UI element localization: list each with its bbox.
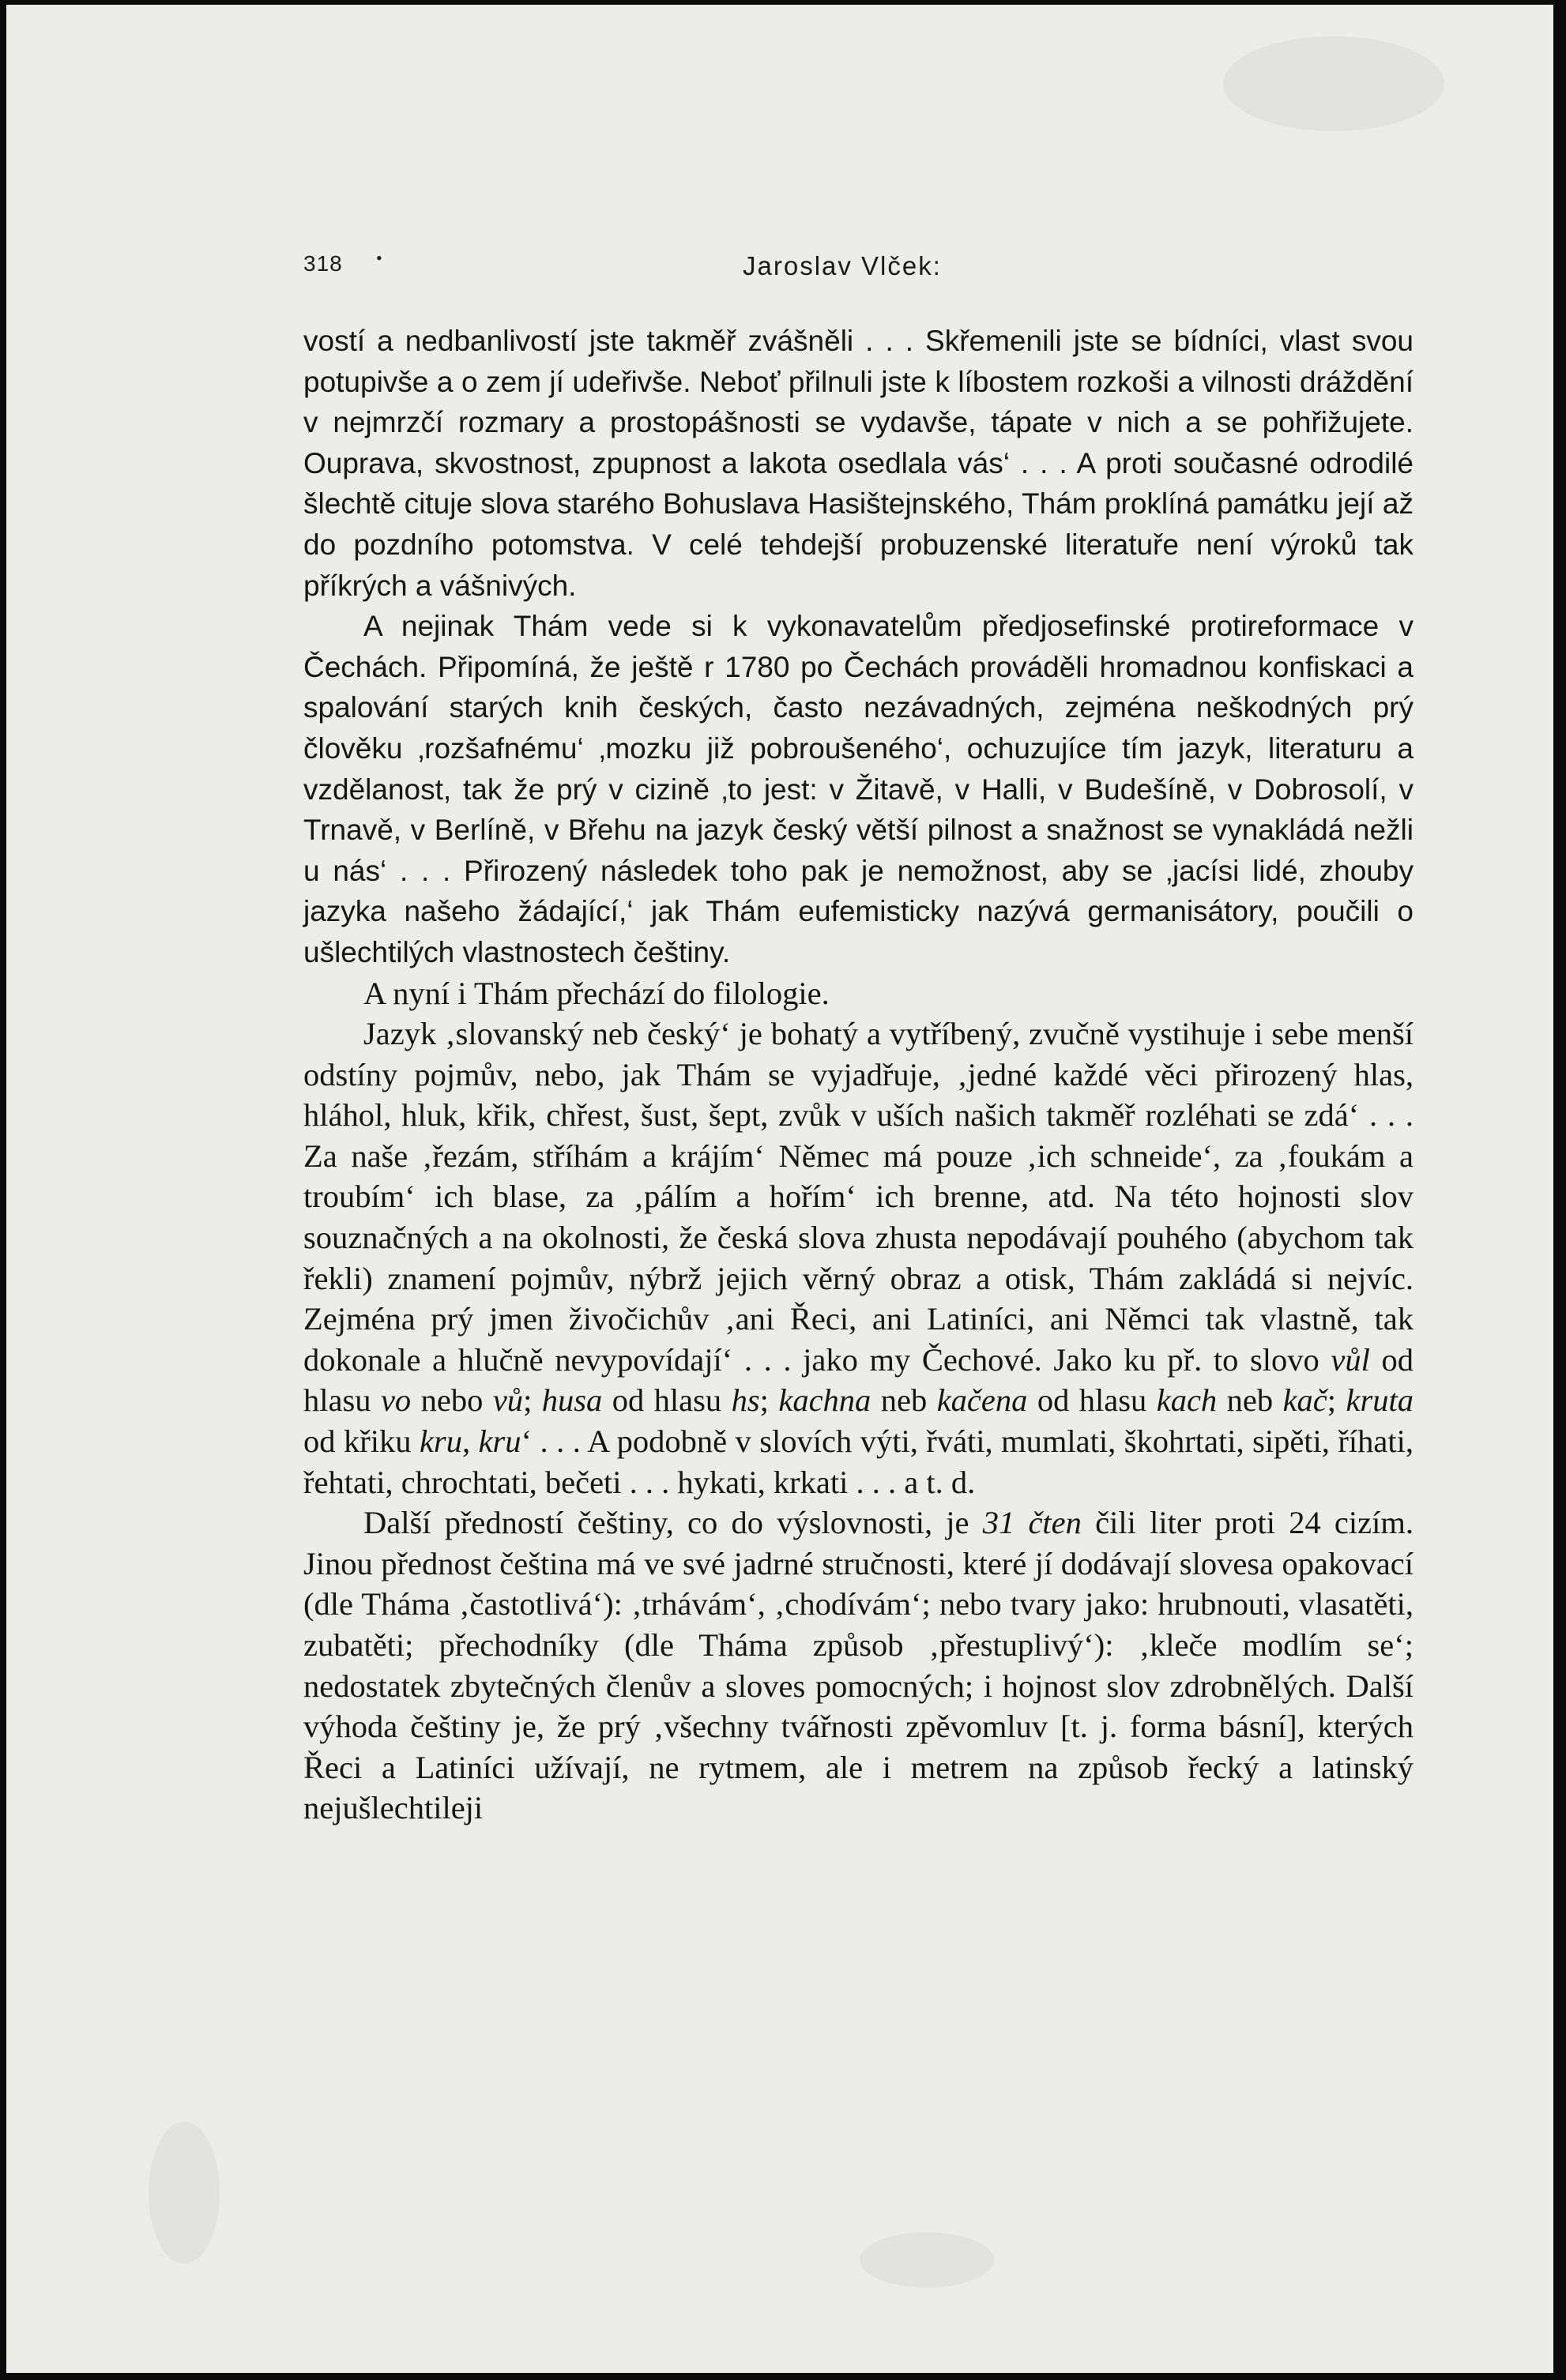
paragraph (303, 973, 1414, 1014)
italic-word: kačena (936, 1382, 1028, 1419)
italic-word: husa (541, 1382, 603, 1419)
paragraph (303, 606, 1414, 972)
text-segment: neb (1217, 1382, 1283, 1419)
text-segment: A nyní i Thám přechází do filologie. (363, 975, 830, 1011)
italic-word: kač (1282, 1382, 1327, 1419)
text-segment: ; (1327, 1382, 1346, 1419)
italic-word: vo (380, 1382, 412, 1419)
page-number: 318 (303, 251, 343, 276)
text-segment: od hlasu (1027, 1382, 1157, 1419)
italic-word: kachna (778, 1382, 871, 1419)
text-segment: , (461, 1423, 479, 1460)
italic-word: kru (478, 1423, 521, 1460)
page-stain (860, 2232, 994, 2288)
text-segment: A nejinak Thám vede si k vykonavatelům předjosefinské protireformace v Čechách. Připomíná, že ještě r 1780 po Čechách prováděli hromadnou konfiskaci a spalování starých knih českých, často nezávadných, zejména neškodných prý člověku ‚rozšafnému‘ ‚mozku již pobroušeného‘, ochuzujíce tím jazyk, literaturu a vzdělanost, tak že prý v cizině ‚to jest: v Žitavě, v Halli, v Budešíně, v Dobrosolí, v Trnavě, v Berlíně, v Břehu na jazyk český větší pilnost a snažnost se vynakládá nežli u nás‘ . . . Přirozený následek toho pak je nemožnost, aby se ‚jacísi lidé, zhouby jazyka našeho žádající,‘ jak Thám eufemisticky nazývá germanisátory, poučili o ušlechtilých vlastnostech češtiny. (303, 610, 1414, 968)
text-segment: nebo (411, 1382, 493, 1419)
text-segment: vostí a nedbanlivostí jste takměř zvášněli . . . Skřemenili jste se bídníci, vlast svou potupivše a o zem jí udeřivše. Neboť přilnuli jste k líbostem rozkoši a vilnosti dráždění v nejmrzčí rozmary a prostopášnosti se vydavše, tápate v nich a se pohřižujete. Ouprava, skvostnost, zpupnost a lakota osedlala vás‘ . . . A proti současné odrodilé šlechtě cituje slova starého Bohuslava Hasištejnského, Thám proklíná památku její až do pozdního potomstva. V celé tehdejší probuzenské literatuře není výroků tak příkrých a vášnivých. (303, 325, 1414, 602)
text-segment: ; (759, 1382, 779, 1419)
page-stain (1223, 36, 1444, 131)
book-page (6, 5, 1553, 2373)
italic-word: 31 čten (982, 1505, 1082, 1541)
text-segment: neb (871, 1382, 937, 1419)
text-segment: ‘ . . . A podobně v slovích výti, řváti, mumlati, škohrtati, sipěti, říhati, řehtati, chrochtati, bečeti . . . hykati, krkati . . . a t. d. (303, 1423, 1414, 1500)
text-segment: od hlasu (602, 1382, 732, 1419)
page-stain (149, 2122, 220, 2264)
paragraph (303, 1013, 1414, 1502)
paragraph (303, 1502, 1414, 1829)
page-header (303, 248, 1425, 286)
text-segment: ; (523, 1382, 542, 1419)
text-segment: od křiku (303, 1423, 420, 1460)
text-segment: čili liter proti 24 cizím. Jinou přednost čeština má ve své jadrné stručnosti, které jí dodávají slovesa opakovací (dle Tháma ‚častotlivá‘): ‚trhávám‘, ‚chodívám‘; nebo tvary jako: hrubnouti, vlasatěti, zubatěti; přechodníky (dle Tháma způsob ‚přestuplivý‘): ‚kleče modlím se‘; nedostatek zbytečných členův a sloves pomocných; i hojnost slov zdrobnělých. Další výhoda češtiny je, že prý ‚všechny tvářnosti zpěvomluv [t. j. forma básní], kterých Řeci a Latiníci užívají, ne rytmem, ale i metrem na způsob řecký a latinský nejušlechtileji (303, 1505, 1414, 1826)
italic-word: vůl (1331, 1341, 1370, 1378)
text-segment: Další předností češtiny, co do výslovnosti, je (363, 1505, 983, 1541)
text-segment: Jazyk ‚slovanský neb český‘ je bohatý a vytříbený, zvučně vystihuje i sebe menší odstíny pojmův, nebo, jak Thám se vyjadřuje, ‚jedné každé věci přirozený hlas, hláhol, hluk, křik, chřest, šust, šept, zvůk v uších našich takměř rozléhati se zdá‘ . . . Za naše ‚řezám, stříhám a krájím‘ Němec má pouze ‚ich schneide‘, za ‚foukám a troubím‘ ich blase, za ‚pálím a hořím‘ ich brenne, atd. Na této hojnosti slov souznačných a na okolnosti, že česká slova zhusta nepodávají pouhého (abychom tak řekli) znamení pojmův, nýbrž jejich věrný obraz a otisk, Thám zakládá si nejvíc. Zejména prý jmen živočichův ‚ani Řeci, ani Latiníci, ani Němci tak vlastně, tak dokonale a hlučně nevypovídají‘ . . . jako my Čechové. Jako ku př. to slovo (303, 1016, 1414, 1378)
italic-word: vů (492, 1382, 524, 1419)
header-mark: • (376, 248, 382, 268)
italic-word: hs (731, 1382, 760, 1419)
italic-word: kach (1156, 1382, 1218, 1419)
text-segment: od hlasu (303, 1341, 1414, 1419)
italic-word: kruta (1346, 1382, 1414, 1419)
paragraph (303, 321, 1414, 606)
body-text (303, 321, 1414, 1829)
italic-word: kru (419, 1423, 462, 1460)
running-head: Jaroslav Vlček: (743, 251, 942, 280)
